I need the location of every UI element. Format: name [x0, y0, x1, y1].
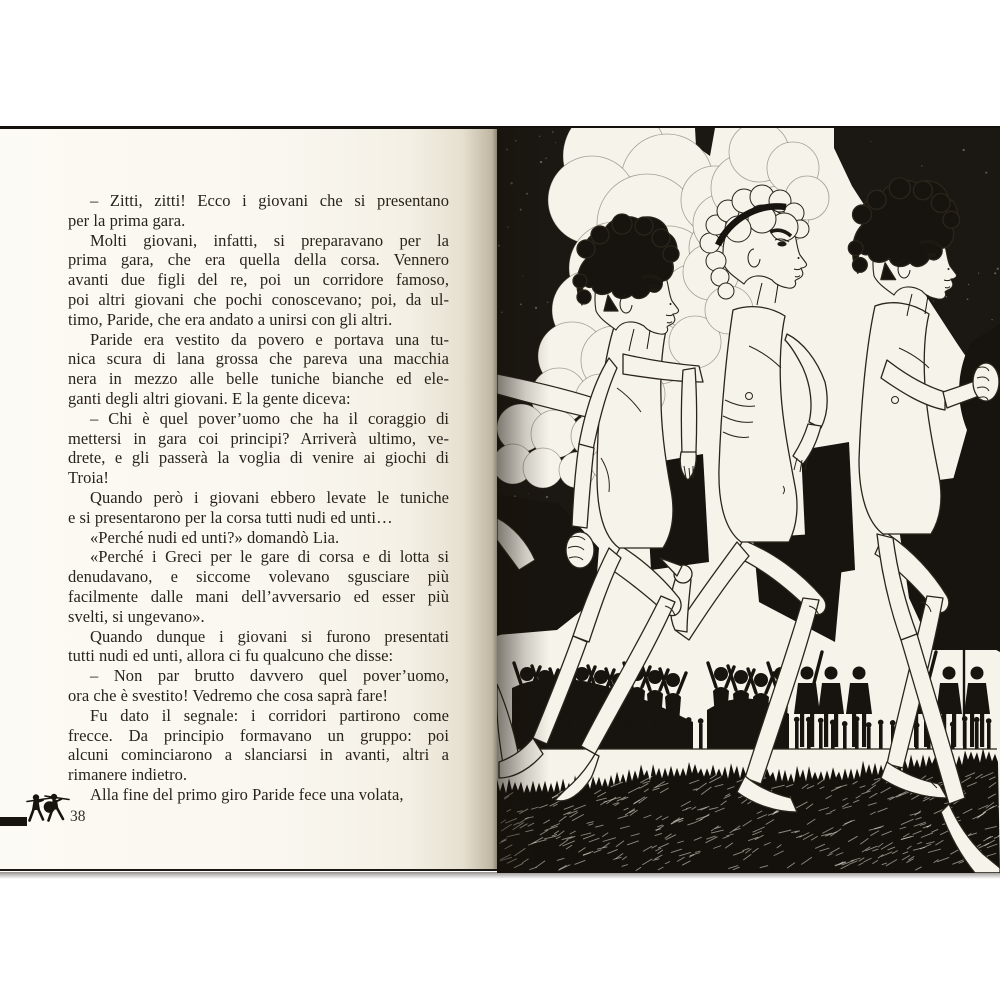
left-page-bottom-edge: [0, 869, 497, 871]
text-line: – Zitti, zitti! Ecco i giovani che si presentano: [90, 191, 449, 210]
story-text-column: [68, 191, 449, 805]
text-line: Fu dato il segnale: i corridori partirono come: [90, 705, 449, 725]
book-bottom-shadow: [0, 872, 1000, 879]
text-line: Paride era vestito da povero e portava una tu-: [90, 329, 449, 349]
text-line: ora che è svestito! Vedremo che cosa saprà fare!: [68, 685, 389, 705]
text-line: e si presentarono per la corsa tutti nudi ed unti…: [68, 507, 393, 527]
text-line: – Non par brutto davvero quel pover’uomo,: [90, 666, 449, 686]
series-marker-bar: [0, 817, 27, 826]
text-line: frecce. Da principio formavano un gruppo: poi: [68, 725, 449, 745]
race-illustration: [497, 128, 1000, 873]
text-line: poi altri giovani che pochi conoscevano; poi, da ul-: [68, 289, 449, 309]
text-line: nera in mezzo alle belle tuniche bianche ed ele-: [68, 369, 449, 389]
text-line: – Chi è quel pover’uomo che ha il coraggio di: [90, 408, 449, 428]
text-line: timo, Paride, che era andato a unirsi con gli altri.: [68, 309, 393, 329]
text-line: facilmente dalle mani dell’avversario ed esser più: [68, 586, 449, 606]
text-line: avanti due figli del re, poi un corridore famoso,: [68, 270, 449, 290]
text-line: denudavano, e siccome volevano sgusciare più: [68, 567, 449, 587]
text-line: Quando però i giovani ebbero levate le tuniche: [90, 487, 449, 507]
dueling-warriors-icon: [26, 791, 70, 824]
text-line: per la prima gara.: [68, 210, 186, 230]
text-line: Troia!: [68, 468, 109, 488]
text-line: Quando dunque i giovani si furono presentati: [90, 626, 449, 646]
text-line: «Perché nudi ed unti?» domandò Lia.: [90, 527, 340, 547]
text-line: drete, e gli passerà la voglia di venire ai giochi di: [68, 448, 449, 468]
text-line: mettersi in gara coi principi? Arriverà ultimo, ve-: [68, 428, 449, 448]
text-line: svelti, si ungevano».: [68, 606, 205, 626]
text-line: ganti degli altri giovani. E la gente diceva:: [68, 388, 351, 408]
text-line: alcuni cominciarono a slanciarsi in avanti, altri a: [68, 745, 449, 765]
text-line: «Perché i Greci per le gare di corsa e di lotta si: [90, 547, 449, 567]
text-line: rimanere indietro.: [68, 765, 188, 785]
text-line: Alla fine del primo giro Paride fece una volata,: [90, 784, 404, 804]
left-page: [0, 129, 497, 871]
text-line: Molti giovani, infatti, si preparavano per la: [90, 230, 449, 250]
page-number: 38: [70, 808, 86, 825]
right-page: [497, 128, 1000, 873]
text-line: prima gara, che era quella della corsa. Vennero: [68, 250, 449, 270]
text-line: nica scura di lana grossa che pareva una macchia: [68, 349, 449, 369]
text-line: tutti nudi ed unti, allora ci fu qualcuno che disse:: [68, 646, 394, 666]
